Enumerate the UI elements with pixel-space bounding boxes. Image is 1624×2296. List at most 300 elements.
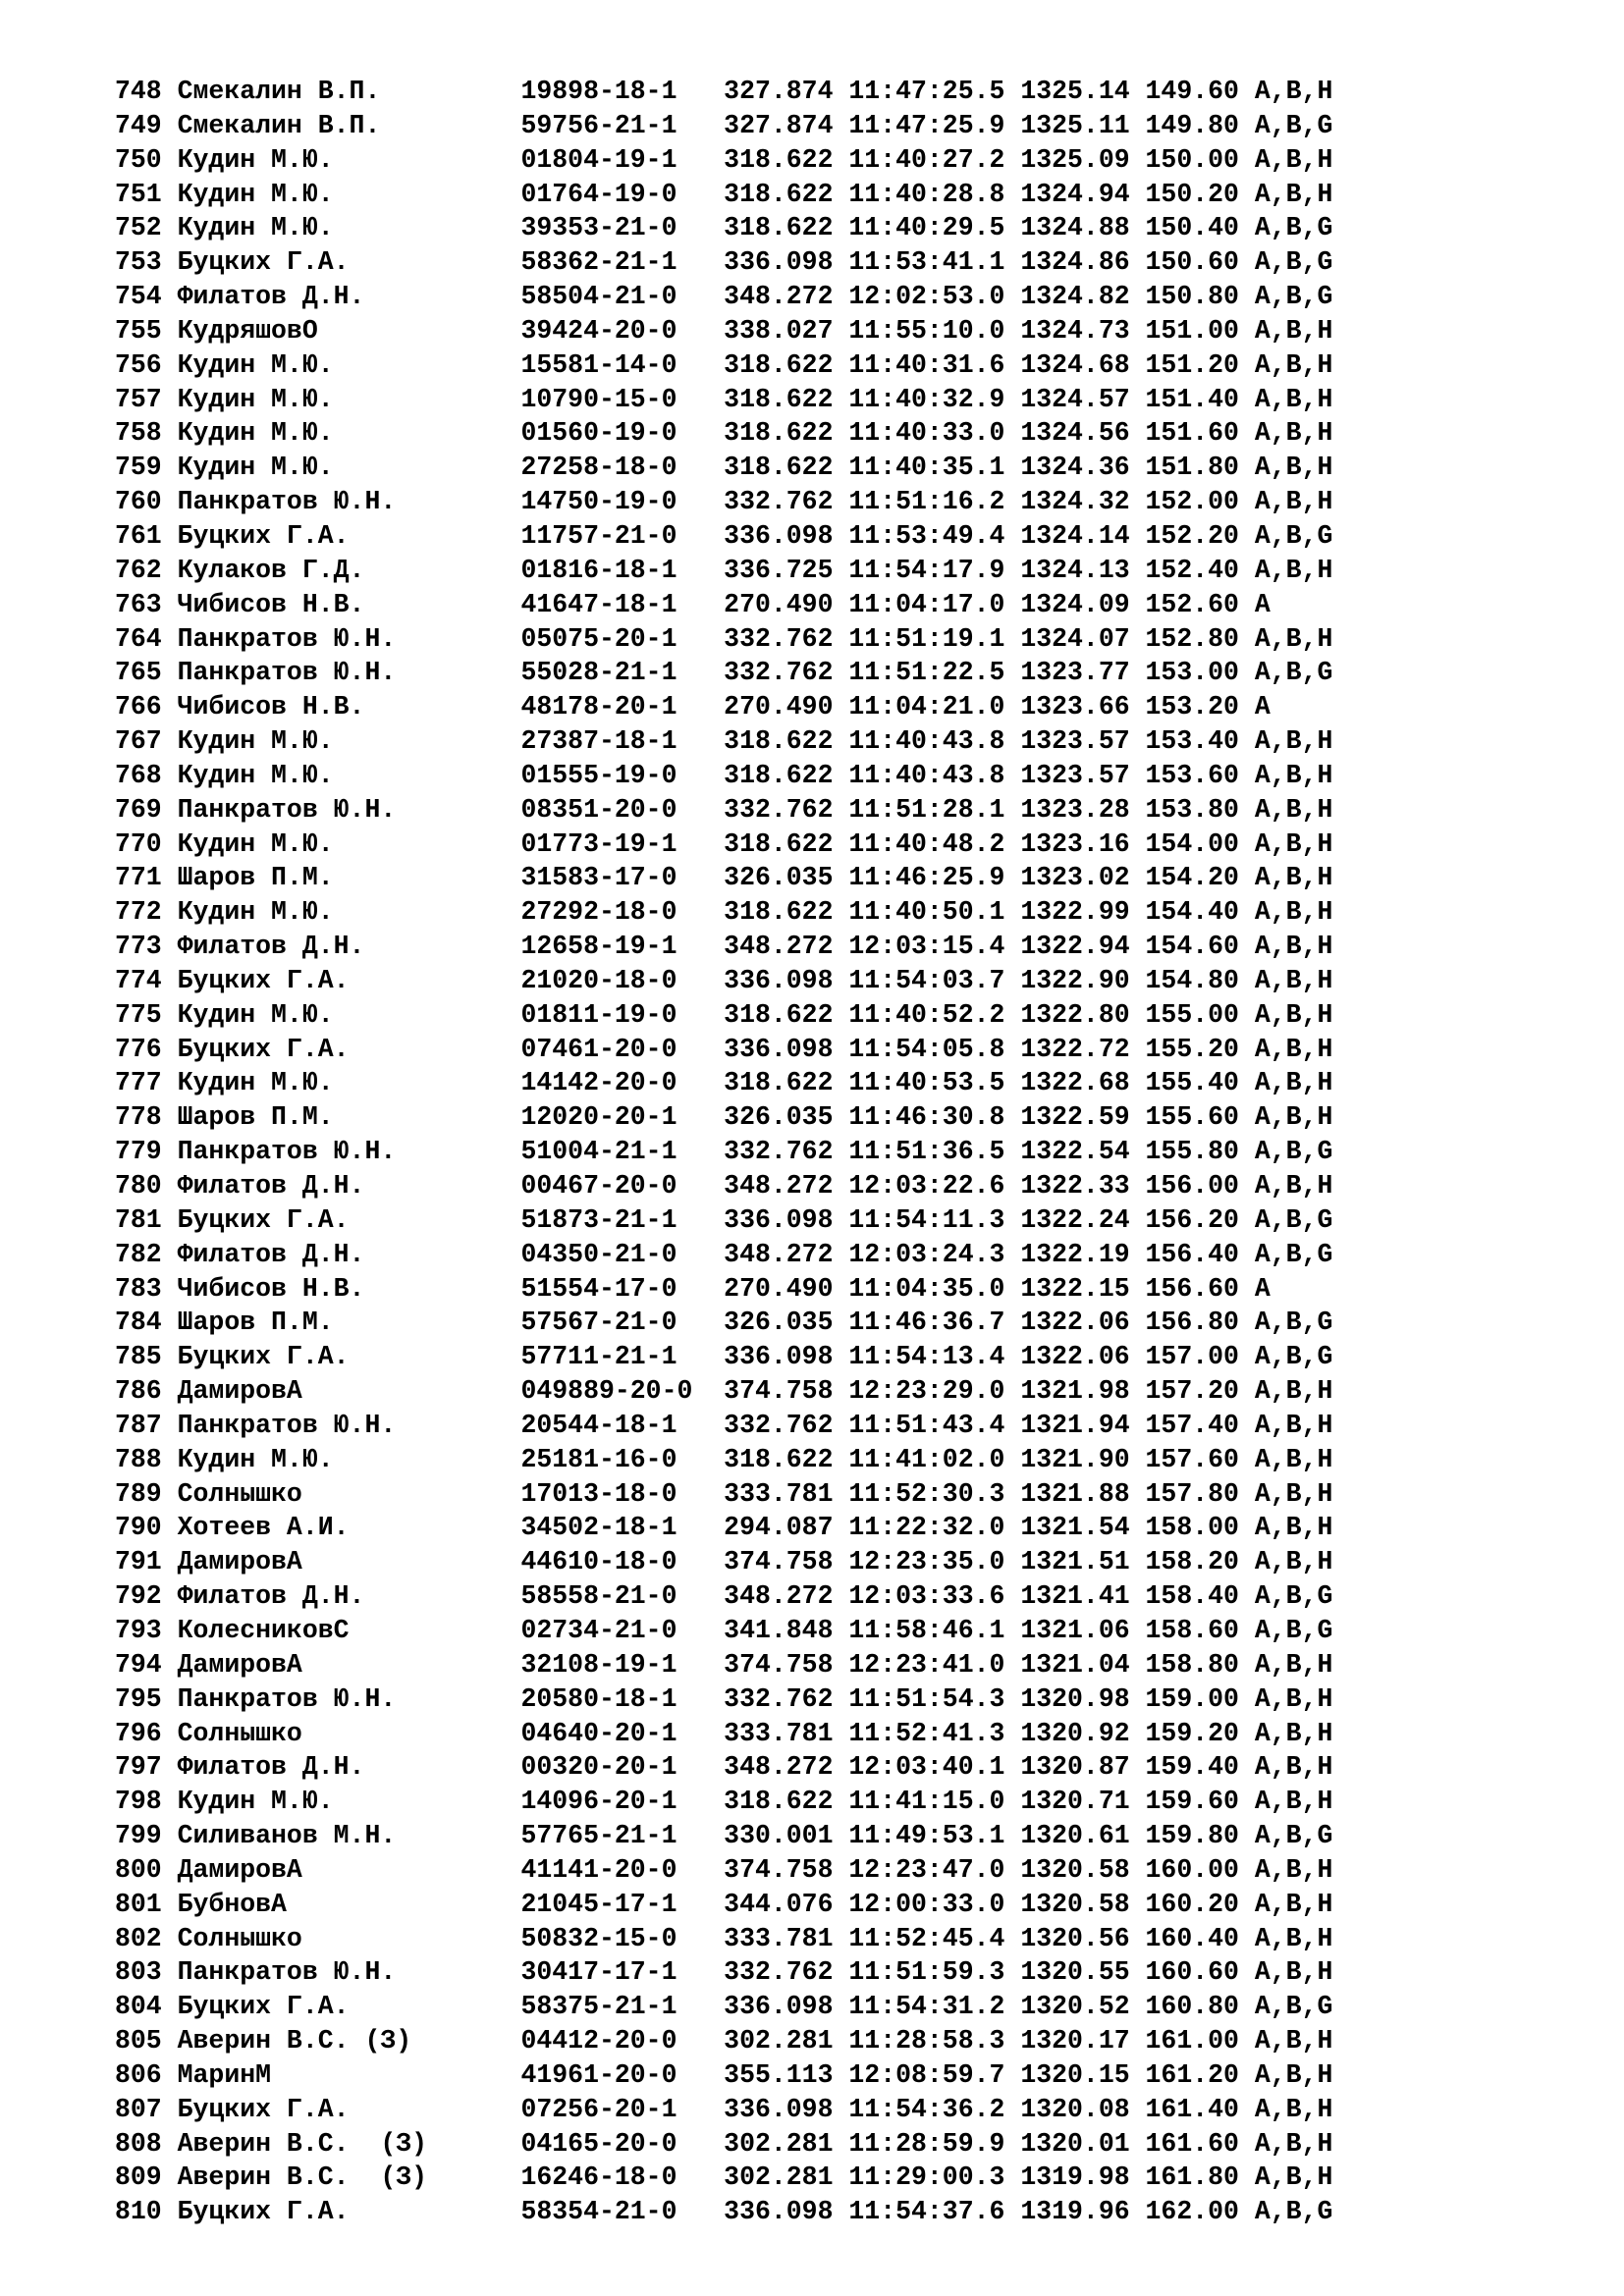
- cell-name: Буцких Г.А.: [177, 1034, 350, 1064]
- cell-classes: A,B,H: [1254, 1478, 1333, 1509]
- cell-ring: 58354-21-0: [520, 2197, 677, 2227]
- cell-speed: 1322.80: [1020, 999, 1130, 1030]
- cell-speed: 1323.16: [1020, 828, 1130, 859]
- cell-place: 749: [115, 110, 162, 140]
- cell-name: Шаров П.М.: [177, 1102, 334, 1133]
- cell-ring: 41647-18-1: [520, 589, 677, 619]
- cell-time: 11:22:32.0: [848, 1513, 1005, 1543]
- cell-speed: 1324.88: [1020, 213, 1130, 243]
- cell-place: 789: [115, 1478, 162, 1509]
- cell-dist: 332.762: [724, 1957, 834, 1988]
- table-row: [115, 451, 1332, 485]
- table-row: [115, 348, 1332, 383]
- cell-time: 11:40:29.5: [848, 213, 1005, 243]
- cell-speed: 1324.56: [1020, 418, 1130, 449]
- cell-dist: 348.272: [724, 1239, 834, 1269]
- table-row: [115, 998, 1332, 1033]
- table-row: [115, 656, 1332, 690]
- cell-time: 11:54:11.3: [848, 1204, 1005, 1235]
- cell-time: 11:28:58.3: [848, 2026, 1005, 2056]
- cell-classes: A,B,H: [1254, 828, 1333, 859]
- table-row: [115, 964, 1332, 998]
- cell-place: 756: [115, 349, 162, 380]
- cell-coef: 152.20: [1145, 520, 1239, 551]
- cell-ring: 21045-17-1: [520, 1889, 677, 1919]
- cell-ring: 12658-19-1: [520, 932, 677, 962]
- cell-dist: 302.281: [724, 2026, 834, 2056]
- cell-speed: 1323.77: [1020, 658, 1130, 688]
- cell-speed: 1322.19: [1020, 1239, 1130, 1269]
- cell-classes: A,B,G: [1254, 2197, 1333, 2227]
- cell-dist: 318.622: [724, 179, 834, 209]
- cell-time: 11:40:35.1: [848, 453, 1005, 483]
- cell-name: Кудин М.Ю.: [177, 179, 334, 209]
- cell-coef: 156.20: [1145, 1204, 1239, 1235]
- cell-time: 11:51:22.5: [848, 658, 1005, 688]
- table-row: [115, 109, 1332, 143]
- cell-dist: 336.098: [724, 1992, 834, 2022]
- cell-coef: 152.00: [1145, 487, 1239, 517]
- cell-place: 748: [115, 77, 162, 106]
- table-row: [115, 828, 1332, 862]
- cell-speed: 1322.94: [1020, 932, 1130, 962]
- cell-time: 11:53:41.1: [848, 247, 1005, 278]
- cell-classes: A,B,H: [1254, 999, 1333, 1030]
- table-row: [115, 1785, 1332, 1819]
- cell-ring: 27387-18-1: [520, 726, 677, 757]
- cell-dist: 374.758: [724, 1547, 834, 1577]
- cell-time: 11:52:41.3: [848, 1718, 1005, 1748]
- cell-time: 11:51:28.1: [848, 794, 1005, 825]
- cell-classes: A,B,G: [1254, 1137, 1333, 1167]
- cell-place: 807: [115, 2094, 162, 2124]
- cell-place: 783: [115, 1273, 162, 1304]
- cell-speed: 1322.24: [1020, 1204, 1130, 1235]
- cell-ring: 10790-15-0: [520, 384, 677, 414]
- cell-name: Кудин М.Ю.: [177, 726, 334, 757]
- cell-classes: A,B,H: [1254, 2026, 1333, 2056]
- cell-ring: 01773-19-1: [520, 828, 677, 859]
- cell-coef: 152.60: [1145, 589, 1239, 619]
- cell-name: Панкратов Ю.Н.: [177, 487, 397, 517]
- cell-place: 806: [115, 2059, 162, 2090]
- cell-ring: 25181-16-0: [520, 1444, 677, 1474]
- cell-time: 11:40:27.2: [848, 144, 1005, 175]
- table-row: [115, 280, 1332, 314]
- cell-ring: 55028-21-1: [520, 658, 677, 688]
- table-row: [115, 1511, 1332, 1545]
- cell-dist: 318.622: [724, 1787, 834, 1817]
- cell-time: 11:40:52.2: [848, 999, 1005, 1030]
- cell-place: 767: [115, 726, 162, 757]
- cell-ring: 31583-17-0: [520, 863, 677, 893]
- cell-coef: 160.60: [1145, 1957, 1239, 1988]
- cell-coef: 154.60: [1145, 932, 1239, 962]
- cell-dist: 355.113: [724, 2059, 834, 2090]
- cell-dist: 330.001: [724, 1821, 834, 1851]
- table-row: [115, 1648, 1332, 1682]
- cell-place: 788: [115, 1444, 162, 1474]
- cell-speed: 1322.99: [1020, 897, 1130, 928]
- cell-ring: 57711-21-1: [520, 1342, 677, 1372]
- cell-speed: 1324.07: [1020, 623, 1130, 654]
- cell-time: 12:23:41.0: [848, 1649, 1005, 1680]
- cell-name: Чибисов Н.В.: [177, 1273, 365, 1304]
- cell-speed: 1321.94: [1020, 1410, 1130, 1440]
- cell-name: Буцких Г.А.: [177, 1204, 350, 1235]
- cell-name: Филатов Д.Н.: [177, 932, 365, 962]
- cell-ring: 50832-15-0: [520, 1923, 677, 1953]
- table-row: [115, 2127, 1332, 2162]
- cell-coef: 159.60: [1145, 1787, 1239, 1817]
- cell-time: 11:52:45.4: [848, 1923, 1005, 1953]
- cell-dist: 318.622: [724, 897, 834, 928]
- cell-place: 790: [115, 1513, 162, 1543]
- cell-name: Панкратов Ю.Н.: [177, 794, 397, 825]
- cell-ring: 58504-21-0: [520, 282, 677, 312]
- cell-time: 11:40:28.8: [848, 179, 1005, 209]
- cell-coef: 155.60: [1145, 1102, 1239, 1133]
- cell-name: Панкратов Ю.Н.: [177, 1137, 397, 1167]
- cell-dist: 336.725: [724, 555, 834, 585]
- cell-speed: 1321.88: [1020, 1478, 1130, 1509]
- cell-name: Кудин М.Ю.: [177, 349, 334, 380]
- cell-ring: 04412-20-0: [520, 2026, 677, 2056]
- cell-dist: 333.781: [724, 1923, 834, 1953]
- cell-coef: 153.40: [1145, 726, 1239, 757]
- cell-coef: 161.40: [1145, 2094, 1239, 2124]
- cell-time: 11:04:21.0: [848, 692, 1005, 722]
- cell-classes: A,B,G: [1254, 1342, 1333, 1372]
- cell-place: 805: [115, 2026, 162, 2056]
- cell-coef: 157.40: [1145, 1410, 1239, 1440]
- cell-place: 784: [115, 1308, 162, 1338]
- table-row: [115, 519, 1332, 554]
- cell-name: БубновА: [177, 1889, 287, 1919]
- table-row: [115, 588, 1332, 622]
- cell-time: 12:03:40.1: [848, 1752, 1005, 1783]
- cell-ring: 16246-18-0: [520, 2163, 677, 2193]
- cell-name: Кудин М.Ю.: [177, 828, 334, 859]
- cell-time: 11:54:17.9: [848, 555, 1005, 585]
- cell-ring: 15581-14-0: [520, 349, 677, 380]
- cell-classes: A,B,H: [1254, 418, 1333, 449]
- cell-coef: 158.20: [1145, 1547, 1239, 1577]
- cell-dist: 344.076: [724, 1889, 834, 1919]
- cell-classes: A,B,H: [1254, 453, 1333, 483]
- cell-dist: 318.622: [724, 726, 834, 757]
- cell-place: 795: [115, 1683, 162, 1714]
- table-row: [115, 1888, 1332, 1922]
- cell-time: 12:00:33.0: [848, 1889, 1005, 1919]
- cell-classes: A,B,H: [1254, 2163, 1333, 2193]
- cell-dist: 327.874: [724, 77, 834, 106]
- cell-dist: 318.622: [724, 1444, 834, 1474]
- cell-name: ДамировА: [177, 1854, 302, 1885]
- cell-time: 11:54:36.2: [848, 2094, 1005, 2124]
- cell-name: Кудин М.Ю.: [177, 384, 334, 414]
- cell-coef: 159.40: [1145, 1752, 1239, 1783]
- cell-classes: A,B,H: [1254, 863, 1333, 893]
- cell-place: 809: [115, 2163, 162, 2193]
- table-row: [115, 1409, 1332, 1443]
- table-row: [115, 1579, 1332, 1614]
- cell-coef: 155.20: [1145, 1034, 1239, 1064]
- cell-coef: 161.00: [1145, 2026, 1239, 2056]
- cell-classes: A,B,H: [1254, 1034, 1333, 1064]
- table-row: [115, 1033, 1332, 1067]
- cell-dist: 336.098: [724, 965, 834, 995]
- cell-name: Филатов Д.Н.: [177, 1171, 365, 1201]
- cell-classes: A,B,H: [1254, 1889, 1333, 1919]
- cell-name: Панкратов Ю.Н.: [177, 1683, 397, 1714]
- cell-place: 785: [115, 1342, 162, 1372]
- cell-classes: A,B,H: [1254, 144, 1333, 175]
- cell-dist: 302.281: [724, 2163, 834, 2193]
- cell-coef: 158.60: [1145, 1615, 1239, 1645]
- cell-dist: 333.781: [724, 1478, 834, 1509]
- cell-ring: 51004-21-1: [520, 1137, 677, 1167]
- cell-speed: 1322.54: [1020, 1137, 1130, 1167]
- cell-place: 781: [115, 1204, 162, 1235]
- cell-coef: 151.60: [1145, 418, 1239, 449]
- cell-name: Чибисов Н.В.: [177, 589, 365, 619]
- cell-speed: 1321.54: [1020, 1513, 1130, 1543]
- cell-time: 11:29:00.3: [848, 2163, 1005, 2193]
- cell-speed: 1324.32: [1020, 487, 1130, 517]
- cell-ring: 12020-20-1: [520, 1102, 677, 1133]
- cell-ring: 19898-18-1: [520, 77, 677, 106]
- cell-speed: 1322.06: [1020, 1308, 1130, 1338]
- cell-coef: 155.40: [1145, 1068, 1239, 1098]
- table-row: [115, 1100, 1332, 1135]
- cell-classes: A,B,G: [1254, 1308, 1333, 1338]
- cell-place: 757: [115, 384, 162, 414]
- cell-dist: 326.035: [724, 1308, 834, 1338]
- cell-speed: 1320.61: [1020, 1821, 1130, 1851]
- cell-ring: 39424-20-0: [520, 315, 677, 346]
- cell-classes: A,B,G: [1254, 213, 1333, 243]
- cell-classes: A,B,G: [1254, 520, 1333, 551]
- cell-speed: 1321.41: [1020, 1581, 1130, 1612]
- cell-name: Кудин М.Ю.: [177, 453, 334, 483]
- cell-name: Шаров П.М.: [177, 863, 334, 893]
- cell-name: Кулаков Г.Д.: [177, 555, 365, 585]
- cell-time: 12:03:24.3: [848, 1239, 1005, 1269]
- cell-name: Филатов Д.Н.: [177, 1239, 365, 1269]
- cell-time: 11:46:30.8: [848, 1102, 1005, 1133]
- cell-classes: A,B,H: [1254, 2094, 1333, 2124]
- cell-coef: 158.80: [1145, 1649, 1239, 1680]
- table-row: [115, 1169, 1332, 1203]
- cell-place: 787: [115, 1410, 162, 1440]
- cell-coef: 160.00: [1145, 1854, 1239, 1885]
- cell-name: Шаров П.М.: [177, 1308, 334, 1338]
- cell-dist: 332.762: [724, 1137, 834, 1167]
- cell-dist: 336.098: [724, 1342, 834, 1372]
- cell-classes: A,B,H: [1254, 623, 1333, 654]
- cell-classes: A,B,H: [1254, 1547, 1333, 1577]
- cell-classes: A,B,H: [1254, 1957, 1333, 1988]
- cell-dist: 336.098: [724, 1204, 834, 1235]
- cell-speed: 1321.04: [1020, 1649, 1130, 1680]
- cell-ring: 32108-19-1: [520, 1649, 677, 1680]
- cell-dist: 318.622: [724, 144, 834, 175]
- cell-name: Кудин М.Ю.: [177, 999, 334, 1030]
- cell-coef: 156.40: [1145, 1239, 1239, 1269]
- cell-dist: 332.762: [724, 1683, 834, 1714]
- cell-coef: 161.60: [1145, 2128, 1239, 2159]
- cell-time: 11:47:25.5: [848, 77, 1005, 106]
- cell-speed: 1322.90: [1020, 965, 1130, 995]
- cell-time: 11:51:19.1: [848, 623, 1005, 654]
- cell-classes: A,B,G: [1254, 1239, 1333, 1269]
- table-row: [115, 485, 1332, 519]
- cell-time: 11:04:35.0: [848, 1273, 1005, 1304]
- cell-ring: 01804-19-1: [520, 144, 677, 175]
- cell-classes: A,B,H: [1254, 1102, 1333, 1133]
- cell-dist: 374.758: [724, 1854, 834, 1885]
- cell-dist: 318.622: [724, 828, 834, 859]
- cell-dist: 336.098: [724, 247, 834, 278]
- cell-speed: 1322.33: [1020, 1171, 1130, 1201]
- table-row: [115, 1374, 1332, 1409]
- cell-ring: 20544-18-1: [520, 1410, 677, 1440]
- cell-speed: 1324.09: [1020, 589, 1130, 619]
- cell-speed: 1320.15: [1020, 2059, 1130, 2090]
- table-row: [115, 2161, 1332, 2195]
- cell-ring: 57765-21-1: [520, 1821, 677, 1851]
- cell-ring: 14750-19-0: [520, 487, 677, 517]
- cell-ring: 01560-19-0: [520, 418, 677, 449]
- cell-name: Аверин В.С. (З): [177, 2163, 428, 2193]
- cell-ring: 17013-18-0: [520, 1478, 677, 1509]
- cell-ring: 01764-19-0: [520, 179, 677, 209]
- cell-time: 11:54:37.6: [848, 2197, 1005, 2227]
- cell-time: 12:03:33.6: [848, 1581, 1005, 1612]
- cell-ring: 07256-20-1: [520, 2094, 677, 2124]
- cell-dist: 374.758: [724, 1376, 834, 1407]
- cell-coef: 157.20: [1145, 1376, 1239, 1407]
- cell-dist: 302.281: [724, 2128, 834, 2159]
- cell-place: 759: [115, 453, 162, 483]
- cell-classes: A,B,G: [1254, 1581, 1333, 1612]
- table-row: [115, 1340, 1332, 1374]
- cell-ring: 58558-21-0: [520, 1581, 677, 1612]
- cell-place: 751: [115, 179, 162, 209]
- cell-place: 794: [115, 1649, 162, 1680]
- cell-coef: 150.80: [1145, 282, 1239, 312]
- cell-speed: 1324.14: [1020, 520, 1130, 551]
- table-row: [115, 178, 1332, 212]
- cell-ring: 07461-20-0: [520, 1034, 677, 1064]
- cell-place: 758: [115, 418, 162, 449]
- cell-classes: A,B,G: [1254, 1992, 1333, 2022]
- cell-coef: 160.40: [1145, 1923, 1239, 1953]
- cell-coef: 155.80: [1145, 1137, 1239, 1167]
- table-row: [115, 2093, 1332, 2127]
- cell-speed: 1323.57: [1020, 760, 1130, 790]
- cell-name: Аверин В.С. (З): [177, 2128, 428, 2159]
- cell-place: 779: [115, 1137, 162, 1167]
- cell-classes: A,B,H: [1254, 315, 1333, 346]
- cell-coef: 159.00: [1145, 1683, 1239, 1714]
- cell-dist: 318.622: [724, 999, 834, 1030]
- cell-speed: 1324.13: [1020, 555, 1130, 585]
- cell-place: 764: [115, 623, 162, 654]
- cell-speed: 1325.14: [1020, 77, 1130, 106]
- table-row: [115, 1066, 1332, 1100]
- cell-speed: 1322.72: [1020, 1034, 1130, 1064]
- cell-dist: 332.762: [724, 623, 834, 654]
- cell-speed: 1325.11: [1020, 110, 1130, 140]
- cell-classes: A,B,H: [1254, 1787, 1333, 1817]
- cell-name: Буцких Г.А.: [177, 520, 350, 551]
- cell-classes: A,B,G: [1254, 658, 1333, 688]
- cell-name: Кудин М.Ю.: [177, 144, 334, 175]
- cell-ring: 00467-20-0: [520, 1171, 677, 1201]
- cell-dist: 341.848: [724, 1615, 834, 1645]
- table-row: [115, 793, 1332, 828]
- cell-coef: 152.40: [1145, 555, 1239, 585]
- cell-speed: 1324.82: [1020, 282, 1130, 312]
- cell-coef: 156.60: [1145, 1273, 1239, 1304]
- cell-classes: A,B,G: [1254, 1615, 1333, 1645]
- table-row: [115, 861, 1332, 895]
- table-row: [115, 75, 1332, 109]
- cell-speed: 1320.08: [1020, 2094, 1130, 2124]
- table-row: [115, 1135, 1332, 1169]
- cell-speed: 1323.02: [1020, 863, 1130, 893]
- table-row: [115, 930, 1332, 964]
- cell-place: 800: [115, 1854, 162, 1885]
- cell-speed: 1322.59: [1020, 1102, 1130, 1133]
- cell-dist: 270.490: [724, 1273, 834, 1304]
- cell-ring: 20580-18-1: [520, 1683, 677, 1714]
- cell-place: 762: [115, 555, 162, 585]
- cell-speed: 1321.98: [1020, 1376, 1130, 1407]
- cell-speed: 1321.90: [1020, 1444, 1130, 1474]
- cell-dist: 318.622: [724, 760, 834, 790]
- cell-coef: 154.00: [1145, 828, 1239, 859]
- cell-ring: 00320-20-1: [520, 1752, 677, 1783]
- cell-time: 11:40:31.6: [848, 349, 1005, 380]
- table-row: [115, 1443, 1332, 1477]
- cell-name: Буцких Г.А.: [177, 965, 350, 995]
- cell-dist: 332.762: [724, 487, 834, 517]
- cell-time: 11:51:54.3: [848, 1683, 1005, 1714]
- cell-place: 774: [115, 965, 162, 995]
- cell-place: 802: [115, 1923, 162, 1953]
- cell-name: Кудин М.Ю.: [177, 418, 334, 449]
- cell-dist: 338.027: [724, 315, 834, 346]
- table-row: [115, 143, 1332, 178]
- cell-time: 11:51:36.5: [848, 1137, 1005, 1167]
- cell-place: 768: [115, 760, 162, 790]
- cell-dist: 348.272: [724, 932, 834, 962]
- cell-speed: 1320.58: [1020, 1889, 1130, 1919]
- cell-coef: 157.00: [1145, 1342, 1239, 1372]
- table-row: [115, 1955, 1332, 1990]
- cell-dist: 327.874: [724, 110, 834, 140]
- cell-place: 752: [115, 213, 162, 243]
- cell-dist: 332.762: [724, 794, 834, 825]
- cell-coef: 156.00: [1145, 1171, 1239, 1201]
- cell-place: 763: [115, 589, 162, 619]
- cell-time: 11:41:15.0: [848, 1787, 1005, 1817]
- cell-name: Филатов Д.Н.: [177, 1752, 365, 1783]
- table-row: [115, 1819, 1332, 1853]
